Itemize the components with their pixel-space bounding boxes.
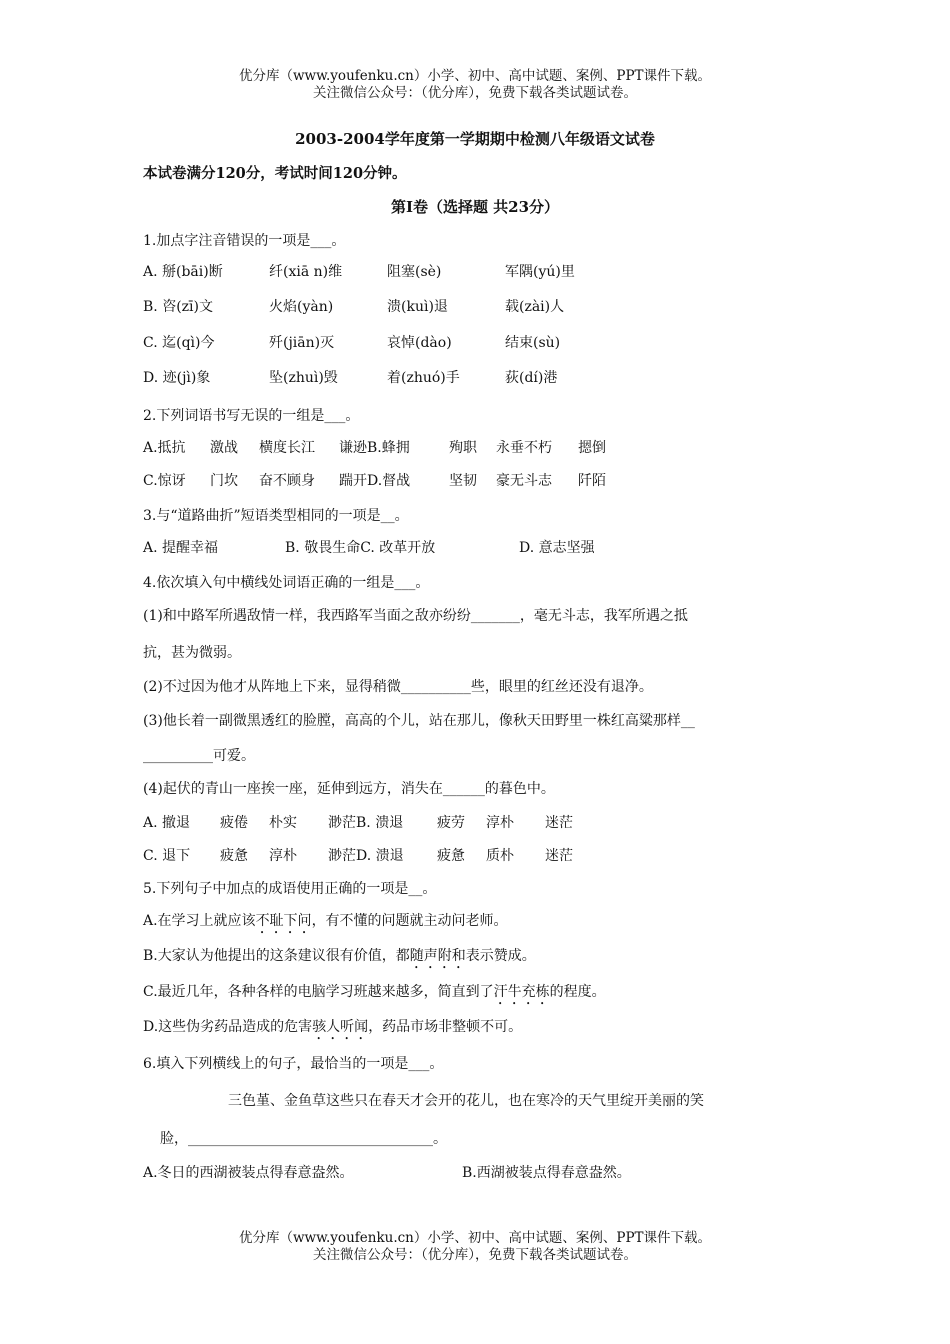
q2-row-1 bbox=[143, 437, 606, 457]
q3-opt-3: D. 意志坚强 bbox=[519, 540, 595, 556]
q1-option-d bbox=[143, 367, 557, 387]
q2-r2-3: 奋不顾身 bbox=[259, 473, 315, 489]
q2-r1-5: 殉职 bbox=[449, 440, 477, 456]
q4-c-5: 疲惫 bbox=[437, 848, 465, 864]
q6-stem: 6.填入下列横线上的句子，最恰当的一项是___。 bbox=[143, 1056, 444, 1072]
q2-r2-7: 阡陌 bbox=[578, 473, 606, 489]
q6-option-a: A.冬日的西湖被装点得春意盎然。 bbox=[143, 1165, 354, 1181]
footer-line-1: 优分库（www.youfenku.cn）小学、初中、高中试题、案例、PPT课件下载。 bbox=[238, 1230, 712, 1246]
q5-b-idiom: 随声附和 bbox=[409, 948, 466, 964]
exam-info: 本试卷满分120分，考试时间120分钟。 bbox=[143, 165, 407, 182]
q4-sentence-4: (4)起伏的青山一座挨一座，延伸到远方，消失在______的暮色中。 bbox=[143, 781, 555, 797]
q5-d-pre: D.这些伪劣药品造成的危害 bbox=[143, 1019, 313, 1035]
q4-a-6: 淳朴 bbox=[486, 815, 514, 831]
q6-option-b: B.西湖被装点得春意盎然。 bbox=[462, 1165, 631, 1181]
q1-a-3: 阻塞(sè) bbox=[387, 264, 442, 280]
section-title: 第I卷（选择题 共23分） bbox=[390, 198, 560, 216]
q4-sentence-3a: (3)他长着一副微黑透红的脸膛，高高的个儿，站在那儿，像秋天田野里一株红高粱那样__ bbox=[143, 713, 695, 729]
q2-r1-3: 横度长江 bbox=[259, 440, 315, 456]
q2-r2-4: 踹开D.督战 bbox=[339, 473, 411, 489]
exam-title: 2003-2004学年度第一学期期中检测八年级语文试卷 bbox=[295, 130, 655, 148]
q2-r2-1: C.惊讶 bbox=[143, 473, 186, 489]
q4-sentence-1b: 抗，甚为微弱。 bbox=[143, 645, 241, 661]
q4-sentence-2: (2)不过因为他才从阵地上下来，显得稍微__________些，眼里的红丝还没有退净。 bbox=[143, 679, 653, 695]
header-line-1: 优分库（www.youfenku.cn）小学、初中、高中试题、案例、PPT课件下载。 bbox=[238, 68, 712, 84]
q1-a-2: 纤(xiā n)维 bbox=[269, 264, 343, 280]
q1-b-3: 溃(kuì)退 bbox=[387, 299, 448, 315]
q5-a-post: ，有不懂的问题就主动问老师。 bbox=[311, 913, 508, 929]
q1-c-3: 哀悼(dào) bbox=[387, 335, 452, 351]
q4-c-6: 质朴 bbox=[486, 848, 514, 864]
q2-r1-6: 永垂不朽 bbox=[496, 440, 552, 456]
q1-stem: 1.加点字注音错误的一项是___。 bbox=[143, 233, 346, 249]
q4-stem: 4.依次填入句中横线处词语正确的一组是___。 bbox=[143, 575, 430, 591]
q1-d-2: 坠(zhuì)毁 bbox=[269, 370, 338, 386]
q4-c-1: C. 退下 bbox=[143, 848, 191, 864]
q4-a-3: 朴实 bbox=[269, 815, 297, 831]
q1-option-c bbox=[143, 332, 560, 352]
q4-c-7: 迷茫 bbox=[545, 848, 573, 864]
q5-c-pre: C.最近几年，各种各样的电脑学习班越来越多，简直到了 bbox=[143, 984, 494, 1000]
q5-stem: 5.下列句子中加点的成语使用正确的一项是__。 bbox=[143, 881, 437, 897]
q4-c-3: 淳朴 bbox=[269, 848, 297, 864]
footer-line-2: 关注微信公众号：（优分库），免费下载各类试题试卷。 bbox=[313, 1247, 637, 1263]
q6-passage-1: 三色堇、金鱼草这些只在春天才会开的花儿，也在寒冷的天气里绽开美丽的笑 bbox=[228, 1093, 704, 1109]
q1-b-1: B. 咨(zī)文 bbox=[143, 299, 213, 315]
q5-d-idiom: 骇人听闻 bbox=[312, 1019, 369, 1035]
q1-d-3: 着(zhuó)手 bbox=[387, 370, 460, 386]
q4-a-2: 疲倦 bbox=[220, 815, 248, 831]
q1-b-2: 火焰(yàn) bbox=[269, 299, 334, 315]
q4-sentence-1a: (1)和中路军所遇敌情一样，我西路军当面之敌亦纷纷_______，毫无斗志，我军所遇之抵 bbox=[143, 608, 688, 624]
q6-passage-2: 脸，___________________________________。 bbox=[160, 1131, 447, 1147]
q5-option-d bbox=[143, 1016, 522, 1043]
page-header bbox=[0, 68, 950, 102]
q2-r1-7: 摁倒 bbox=[578, 440, 606, 456]
q2-stem: 2.下列词语书写无误的一组是___。 bbox=[143, 408, 360, 424]
q1-option-b bbox=[143, 296, 564, 316]
q4-c-4: 渺茫D. 溃退 bbox=[328, 848, 404, 864]
q5-option-c bbox=[143, 981, 606, 1008]
q4-a-7: 迷茫 bbox=[545, 815, 573, 831]
q1-c-2: 歼(jiān)灭 bbox=[269, 335, 335, 351]
q4-row-c bbox=[143, 845, 573, 865]
q1-a-1: A. 掰(bāi)断 bbox=[143, 264, 223, 280]
q2-r2-2: 门坎 bbox=[210, 473, 238, 489]
q5-option-a bbox=[143, 910, 508, 937]
q1-a-4: 军隅(yú)里 bbox=[505, 264, 575, 280]
q5-a-idiom: 不耻下问 bbox=[255, 913, 312, 929]
q3-stem: 3.与“道路曲折”短语类型相同的一项是__。 bbox=[143, 508, 409, 524]
q4-row-a bbox=[143, 812, 573, 832]
q2-r2-5: 坚韧 bbox=[449, 473, 477, 489]
q1-b-4: 载(zài)人 bbox=[505, 299, 565, 315]
q1-d-1: D. 迹(jì)象 bbox=[143, 370, 211, 386]
q4-sentence-3b: __________可爱。 bbox=[143, 748, 255, 764]
q1-c-4: 结束(sù) bbox=[505, 335, 561, 351]
q4-a-1: A. 撤退 bbox=[143, 815, 191, 831]
q4-a-4: 渺茫B. 溃退 bbox=[328, 815, 404, 831]
q3-options bbox=[143, 537, 595, 557]
q5-c-post: 的程度。 bbox=[549, 984, 606, 1000]
q4-a-5: 疲劳 bbox=[437, 815, 465, 831]
q2-r1-4: 谦逊B.蜂拥 bbox=[339, 440, 410, 456]
q5-b-post: 表示赞成。 bbox=[465, 948, 536, 964]
q1-option-a bbox=[143, 261, 575, 281]
q5-b-pre: B.大家认为他提出的这条建议很有价值，都 bbox=[143, 948, 410, 964]
q4-c-2: 疲惫 bbox=[220, 848, 248, 864]
q2-r1-1: A.抵抗 bbox=[143, 440, 186, 456]
q5-option-b bbox=[143, 945, 536, 972]
q2-row-2 bbox=[143, 470, 606, 490]
q3-opt-2: B. 敬畏生命C. 改革开放 bbox=[285, 540, 436, 556]
q2-r1-2: 激战 bbox=[210, 440, 238, 456]
q2-r2-6: 豪无斗志 bbox=[496, 473, 552, 489]
page-footer bbox=[0, 1230, 950, 1264]
q5-d-post: ，药品市场非整顿不可。 bbox=[368, 1019, 523, 1035]
header-line-2: 关注微信公众号：（优分库），免费下载各类试题试卷。 bbox=[313, 85, 637, 101]
q5-a-pre: A.在学习上就应该 bbox=[143, 913, 256, 929]
q1-c-1: C. 迄(qì)今 bbox=[143, 335, 215, 351]
q5-c-idiom: 汗牛充栋 bbox=[493, 984, 550, 1000]
q3-opt-1: A. 提醒幸福 bbox=[143, 540, 219, 556]
q1-d-4: 荻(dí)港 bbox=[505, 370, 558, 386]
